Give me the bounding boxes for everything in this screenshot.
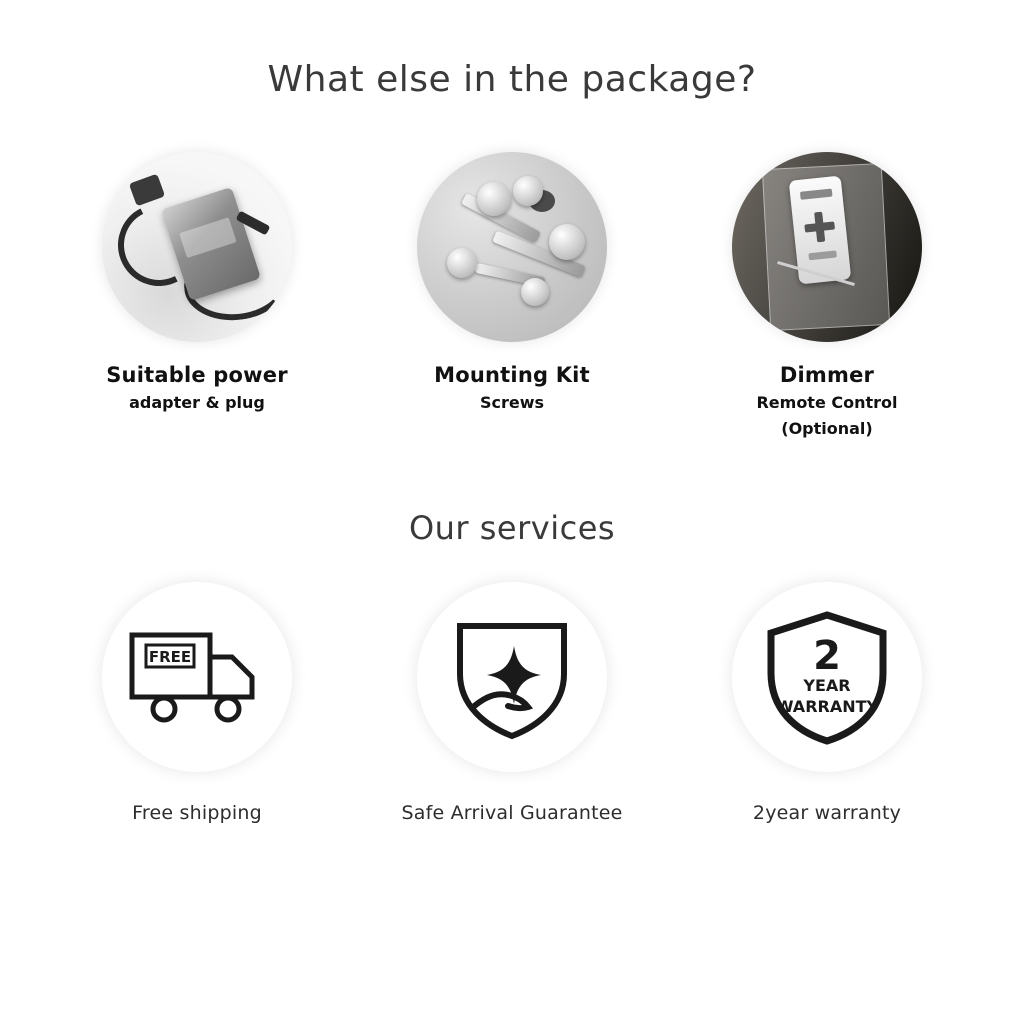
package-item-caption — [756, 360, 897, 442]
services-items-row — [40, 582, 984, 824]
package-item-title: Mounting Kit — [434, 363, 590, 387]
package-item-caption — [434, 360, 590, 416]
power-adapter-photo — [102, 152, 292, 342]
mounting-screws-photo — [417, 152, 607, 342]
warranty-line1: YEAR — [803, 676, 851, 695]
package-item-subtitle: Remote Control — [756, 393, 898, 412]
safe-arrival-shield-hand-icon — [442, 612, 582, 742]
package-section-heading: What else in the package? — [267, 59, 757, 100]
package-item-title: Suitable power — [106, 363, 288, 387]
service-item-label: Safe Arrival Guarantee — [401, 802, 623, 824]
package-item-mounting-kit — [355, 152, 669, 442]
service-item-label: Free shipping — [132, 802, 262, 824]
free-shipping-truck-icon — [122, 617, 272, 737]
service-item-warranty — [670, 582, 984, 824]
package-item-power-adapter — [40, 152, 354, 442]
warranty-shield-icon — [757, 607, 897, 747]
warranty-number: 2 — [813, 633, 841, 679]
free-shipping-badge — [102, 582, 292, 772]
service-item-safe-arrival — [355, 582, 669, 824]
package-items-row — [40, 152, 984, 442]
package-item-dimmer — [670, 152, 984, 442]
services-section-heading: Our services — [408, 509, 616, 547]
free-badge-text: FREE — [148, 648, 192, 666]
service-item-label: 2year warranty — [752, 802, 902, 824]
safe-arrival-badge — [417, 582, 607, 772]
package-item-title: Dimmer — [779, 363, 875, 387]
service-item-free-shipping — [40, 582, 354, 824]
warranty-badge — [732, 582, 922, 772]
package-item-caption — [106, 360, 288, 416]
warranty-line2: WARRANTY — [775, 697, 879, 716]
package-item-subtitle: Screws — [479, 393, 545, 412]
dimmer-remote-photo — [732, 152, 922, 342]
package-item-extra: (Optional) — [781, 419, 873, 438]
package-item-subtitle: adapter & plug — [129, 393, 265, 412]
